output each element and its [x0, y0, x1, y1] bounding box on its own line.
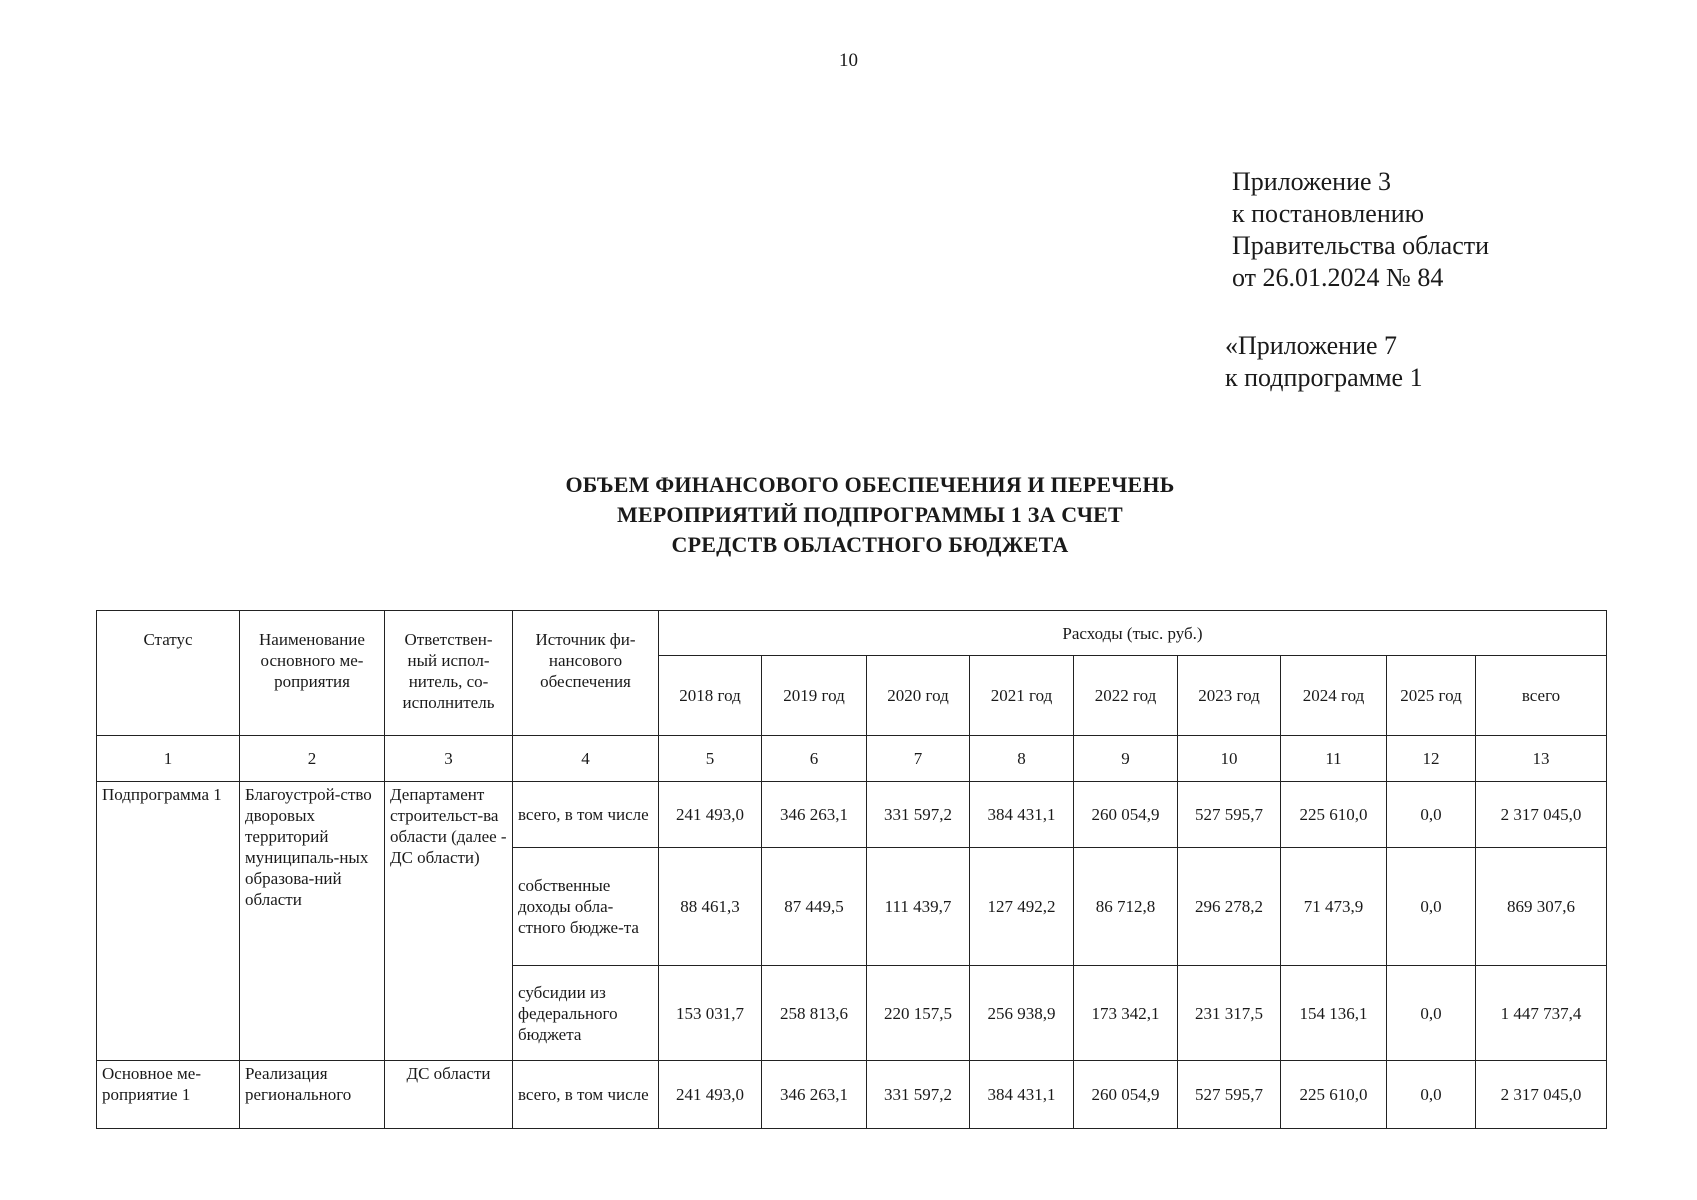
document-title	[450, 470, 1290, 560]
total-cell: 2 317 045,0	[1476, 782, 1607, 848]
funding-source-cell: всего, в том числе	[513, 782, 659, 848]
appendix-header	[1232, 166, 1489, 294]
appendix-line: Правительства области	[1232, 231, 1490, 260]
column-number: 5	[659, 736, 762, 782]
value-cell: 331 597,2	[867, 782, 970, 848]
value-cell: 384 431,1	[970, 1061, 1074, 1129]
total-cell: 869 307,6	[1476, 848, 1607, 966]
value-cell: 0,0	[1387, 848, 1476, 966]
value-cell: 527 595,7	[1178, 782, 1281, 848]
header-year: 2019 год	[762, 656, 867, 736]
value-cell: 241 493,0	[659, 782, 762, 848]
column-number: 2	[240, 736, 385, 782]
funding-source-cell: всего, в том числе	[513, 1061, 659, 1129]
title-line: СРЕДСТВ ОБЛАСТНОГО БЮДЖЕТА	[671, 532, 1069, 557]
value-cell: 527 595,7	[1178, 1061, 1281, 1129]
appendix-sub-line: «Приложение 7	[1225, 331, 1398, 360]
column-number: 6	[762, 736, 867, 782]
value-cell: 384 431,1	[970, 782, 1074, 848]
header-year: 2018 год	[659, 656, 762, 736]
header-year: 2023 год	[1178, 656, 1281, 736]
column-number: 1	[97, 736, 240, 782]
header-activity-name: Наименование основного ме-роприятия	[240, 611, 385, 736]
financing-table	[96, 610, 1607, 1129]
value-cell: 331 597,2	[867, 1061, 970, 1129]
header-year: 2020 год	[867, 656, 970, 736]
activity-name-cell: Благоустрой-ство дворовых территорий муниципаль-ных образова-ний области	[240, 782, 385, 1061]
header-funding-source: Источник фи-нансового обеспечения	[513, 611, 659, 736]
value-cell: 231 317,5	[1178, 966, 1281, 1061]
value-cell: 153 031,7	[659, 966, 762, 1061]
header-year: 2025 год	[1387, 656, 1476, 736]
page-number: 10	[839, 50, 858, 71]
value-cell: 111 439,7	[867, 848, 970, 966]
column-number: 10	[1178, 736, 1281, 782]
title-line: МЕРОПРИЯТИЙ ПОДПРОГРАММЫ 1 ЗА СЧЕТ	[617, 502, 1123, 527]
funding-source-cell: собственные доходы обла-стного бюдже-та	[513, 848, 659, 966]
appendix-sub-line: к подпрограмме 1	[1225, 363, 1423, 392]
column-number: 4	[513, 736, 659, 782]
status-cell: Основное ме-роприятие 1	[97, 1061, 240, 1129]
value-cell: 225 610,0	[1281, 1061, 1387, 1129]
appendix-sub-header	[1225, 330, 1423, 394]
column-number: 9	[1074, 736, 1178, 782]
value-cell: 346 263,1	[762, 782, 867, 848]
value-cell: 173 342,1	[1074, 966, 1178, 1061]
value-cell: 225 610,0	[1281, 782, 1387, 848]
column-number: 12	[1387, 736, 1476, 782]
value-cell: 256 938,9	[970, 966, 1074, 1061]
value-cell: 0,0	[1387, 966, 1476, 1061]
value-cell: 260 054,9	[1074, 1061, 1178, 1129]
column-number: 8	[970, 736, 1074, 782]
header-year: 2021 год	[970, 656, 1074, 736]
executor-cell: ДС области	[385, 1061, 513, 1129]
total-cell: 2 317 045,0	[1476, 1061, 1607, 1129]
column-number: 3	[385, 736, 513, 782]
value-cell: 346 263,1	[762, 1061, 867, 1129]
header-year: 2024 год	[1281, 656, 1387, 736]
funding-source-cell: субсидии из федерального бюджета	[513, 966, 659, 1061]
title-line: ОБЪЕМ ФИНАНСОВОГО ОБЕСПЕЧЕНИЯ И ПЕРЕЧЕНЬ	[565, 472, 1175, 497]
value-cell: 241 493,0	[659, 1061, 762, 1129]
value-cell: 0,0	[1387, 1061, 1476, 1129]
header-total: всего	[1476, 656, 1607, 736]
column-number: 13	[1476, 736, 1607, 782]
header-executor: Ответствен-ный испол-нитель, со-исполнитель	[385, 611, 513, 736]
value-cell: 220 157,5	[867, 966, 970, 1061]
table-row	[97, 782, 1607, 848]
value-cell: 0,0	[1387, 782, 1476, 848]
value-cell: 86 712,8	[1074, 848, 1178, 966]
value-cell: 260 054,9	[1074, 782, 1178, 848]
appendix-line: Приложение 3	[1232, 167, 1392, 196]
status-cell: Подпрограмма 1	[97, 782, 240, 1061]
activity-name-cell: Реализация регионального	[240, 1061, 385, 1129]
appendix-line: к постановлению	[1232, 199, 1425, 228]
value-cell: 71 473,9	[1281, 848, 1387, 966]
value-cell: 154 136,1	[1281, 966, 1387, 1061]
column-number: 11	[1281, 736, 1387, 782]
table-row	[97, 1061, 1607, 1129]
value-cell: 258 813,6	[762, 966, 867, 1061]
value-cell: 87 449,5	[762, 848, 867, 966]
value-cell: 88 461,3	[659, 848, 762, 966]
executor-cell: Департамент строительст-ва области (далее - ДС области)	[385, 782, 513, 1061]
value-cell: 127 492,2	[970, 848, 1074, 966]
column-number-row	[97, 736, 1607, 782]
total-cell: 1 447 737,4	[1476, 966, 1607, 1061]
column-number: 7	[867, 736, 970, 782]
value-cell: 296 278,2	[1178, 848, 1281, 966]
header-status: Статус	[97, 611, 240, 736]
appendix-line: от 26.01.2024 № 84	[1232, 263, 1444, 292]
header-expenses: Расходы (тыс. руб.)	[659, 611, 1607, 656]
header-year: 2022 год	[1074, 656, 1178, 736]
